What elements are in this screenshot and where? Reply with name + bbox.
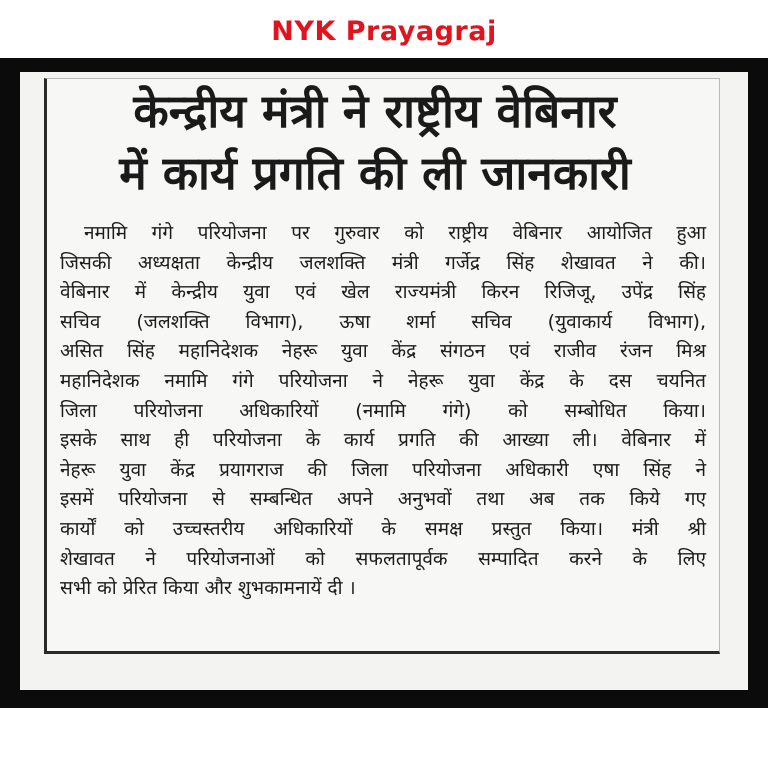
body-line: नमामि गंगे परियोजना पर गुरुवार को राष्ट्रीय वेबिनार आयोजित हुआ bbox=[84, 222, 706, 244]
article-headline bbox=[50, 80, 700, 204]
body-line: कार्यों को उच्चस्तरीय अधिकारियों के समक्ष प्रस्तुत किया। मंत्री श्री bbox=[60, 517, 706, 540]
body-line: वेबिनार में केन्द्रीय युवा एवं खेल राज्यमंत्री किरन रिजिजू, उपेंद्र सिंह bbox=[60, 281, 706, 304]
body-line: महानिदेशक नमामि गंगे परियोजना ने नेहरू युवा केंद्र के दस चयनित bbox=[60, 369, 706, 392]
body-line: इसके साथ ही परियोजना के कार्य प्रगति की आख्या ली। वेबिनार में bbox=[60, 429, 706, 452]
body-line: इसमें परियोजना से सम्बन्धित अपने अनुभवों तथा अब तक किये गए bbox=[60, 488, 706, 511]
body-line: जिला परियोजना अधिकारियों (नमामि गंगे) को सम्बोधित किया। bbox=[60, 399, 706, 422]
body-line: सचिव (जलशक्ति विभाग), ऊषा शर्मा सचिव (युवाकार्य विभाग), bbox=[60, 310, 706, 333]
body-line: शेखावत ने परियोजनाओं को सफलतापूर्वक सम्पादित करने के लिए bbox=[60, 547, 706, 570]
brand-title: NYK Prayagraj bbox=[271, 16, 497, 47]
headline-line: में कार्य प्रगति की ली जानकारी bbox=[119, 146, 631, 200]
article-body bbox=[60, 219, 706, 604]
body-line: असित सिंह महानिदेशक नेहरू युवा केंद्र संगठन एवं राजीव रंजन मिश्र bbox=[60, 340, 706, 363]
headline-line: केन्द्रीय मंत्री ने राष्ट्रीय वेबिनार bbox=[133, 84, 617, 138]
body-line: सभी को प्रेरित किया और शुभकामनायें दी । bbox=[60, 577, 356, 600]
body-line: नेहरू युवा केंद्र प्रयागराज की जिला परियोजना अधिकारी एषा सिंह ने bbox=[60, 458, 706, 481]
body-line: जिसकी अध्यक्षता केन्द्रीय जलशक्ति मंत्री गर्जेद्र सिंह शेखावत ने की। bbox=[60, 251, 706, 274]
